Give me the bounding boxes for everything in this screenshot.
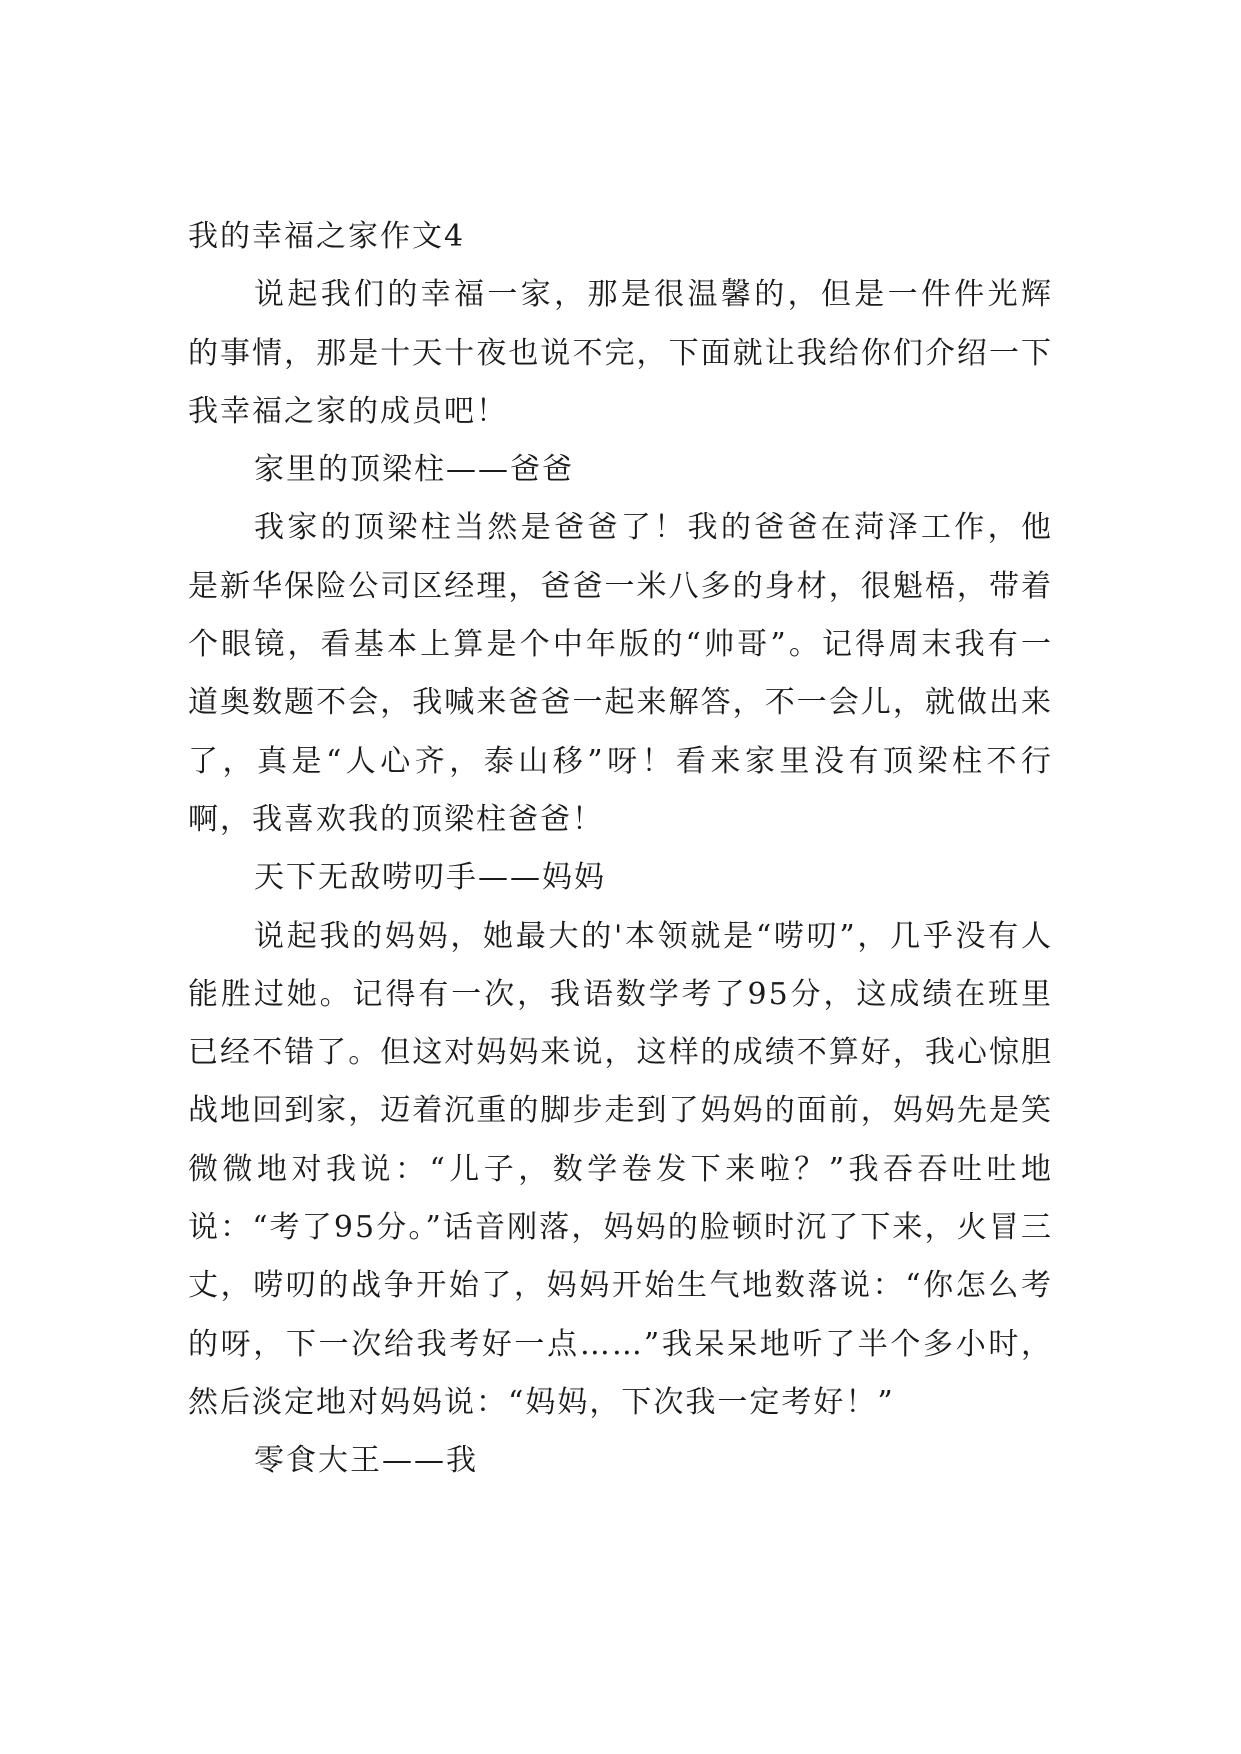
father-paragraph: 我家的顶梁柱当然是爸爸了！我的爸爸在菏泽工作，他是新华保险公司区经理，爸爸一米八多的身材，很魁梧，带着个眼镜，看基本上算是个中年版的“帅哥”。记得周末我有一道奥数题不会，我喊来爸爸一起来解答，不一会儿，就做出来了，真是“人心齐，泰山移”呀！看来家里没有顶梁柱不行啊，我喜欢我的顶梁柱爸爸！ <box>188 510 1053 837</box>
intro-paragraph: 说起我们的幸福一家，那是很温馨的，但是一件件光辉的事情，那是十天十夜也说不完，下面就让我给你们介绍一下我幸福之家的成员吧！ <box>188 277 1053 429</box>
section-heading-mother: 天下无敌唠叨手——妈妈 <box>254 860 606 896</box>
section-heading-father: 家里的顶梁柱——爸爸 <box>254 452 574 488</box>
document-body <box>188 208 1053 1491</box>
mother-paragraph: 说起我的妈妈，她最大的'本领就是“唠叨”，几乎没有人能胜过她。记得有一次，我语数学考了95分，这成绩在班里已经不错了。但这对妈妈来说，这样的成绩不算好，我心惊胆战地回到家，迈着沉重的脚步走到了妈妈的面前，妈妈先是笑微微地对我说：“儿子，数学卷发下来啦？”我吞吞吐吐地说：“考了95分。”话音刚落，妈妈的脸顿时沉了下来，火冒三丈，唠叨的战争开始了，妈妈开始生气地数落说：“你怎么考的呀，下一次给我考好一点……”我呆呆地听了半个多小时，然后淡定地对妈妈说：“妈妈，下次我一定考好！” <box>188 918 1053 1420</box>
section-heading-me: 零食大王——我 <box>254 1443 478 1479</box>
document-title: 我的幸福之家作文4 <box>188 219 466 254</box>
